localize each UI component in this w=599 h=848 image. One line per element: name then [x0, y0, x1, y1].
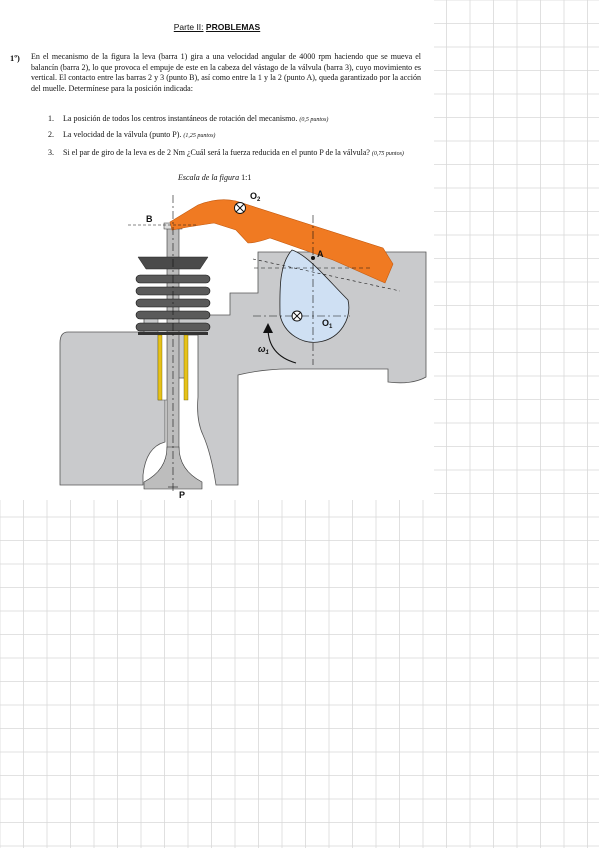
- engine-block: [60, 252, 426, 485]
- scale-label: Escala de la figura: [178, 173, 240, 182]
- label-p: P: [179, 490, 186, 500]
- label-b: B: [146, 214, 153, 224]
- question-points: (0,75 puntos): [371, 151, 404, 157]
- question-text: La velocidad de la válvula (punto P). (1,25 puntos): [63, 130, 216, 139]
- contact-point-a: [311, 256, 315, 260]
- valve-guide: [158, 335, 162, 400]
- exam-sheet: [0, 0, 434, 500]
- label-a: A: [317, 249, 324, 259]
- section-title: [0, 22, 434, 32]
- question-text: La posición de todos los centros instantáneos de rotación del mecanismo. (0,5 puntos): [63, 114, 329, 123]
- section-prefix: Parte II:: [173, 22, 204, 32]
- label-omega: $\omega_1$: [258, 344, 269, 356]
- mechanism-figure: [28, 185, 428, 500]
- problem-number: 1º): [10, 53, 20, 63]
- question-text: Si el par de giro de la leva es de 2 Nm ¿Cuál será la fuerza reducida en el punto P de la válvula? (0,75 puntos): [63, 148, 404, 157]
- valve-guide: [184, 335, 188, 400]
- question-number: 3.: [48, 148, 54, 157]
- scale-value: 1:1: [241, 173, 252, 182]
- question-points: (0,5 puntos): [299, 117, 329, 123]
- question-number: 1.: [48, 114, 54, 123]
- question-number: 2.: [48, 130, 54, 139]
- label-o2: $O_2$: [250, 191, 261, 203]
- question-points: (1,25 puntos): [183, 133, 216, 139]
- label-o1: $O_1$: [322, 318, 333, 330]
- problem-statement: En el mecanismo de la figura la leva (barra 1) gira a una velocidad angular de 4000 rpm haciendo que se mueva el balancín (barra 2), lo que provoca el empuje de este en la cabeza del vástago de la válvula (barra 3), cuyo movimiento es vertical. El contacto entre las barras 2 y 3 (punto B), así como entre la 1 y la 2 (punto A), queda garantizado por la acción del muelle. Determínese para la posición indicada:: [31, 52, 421, 93]
- section-heading: PROBLEMAS: [205, 22, 261, 32]
- figure-scale: [178, 173, 251, 182]
